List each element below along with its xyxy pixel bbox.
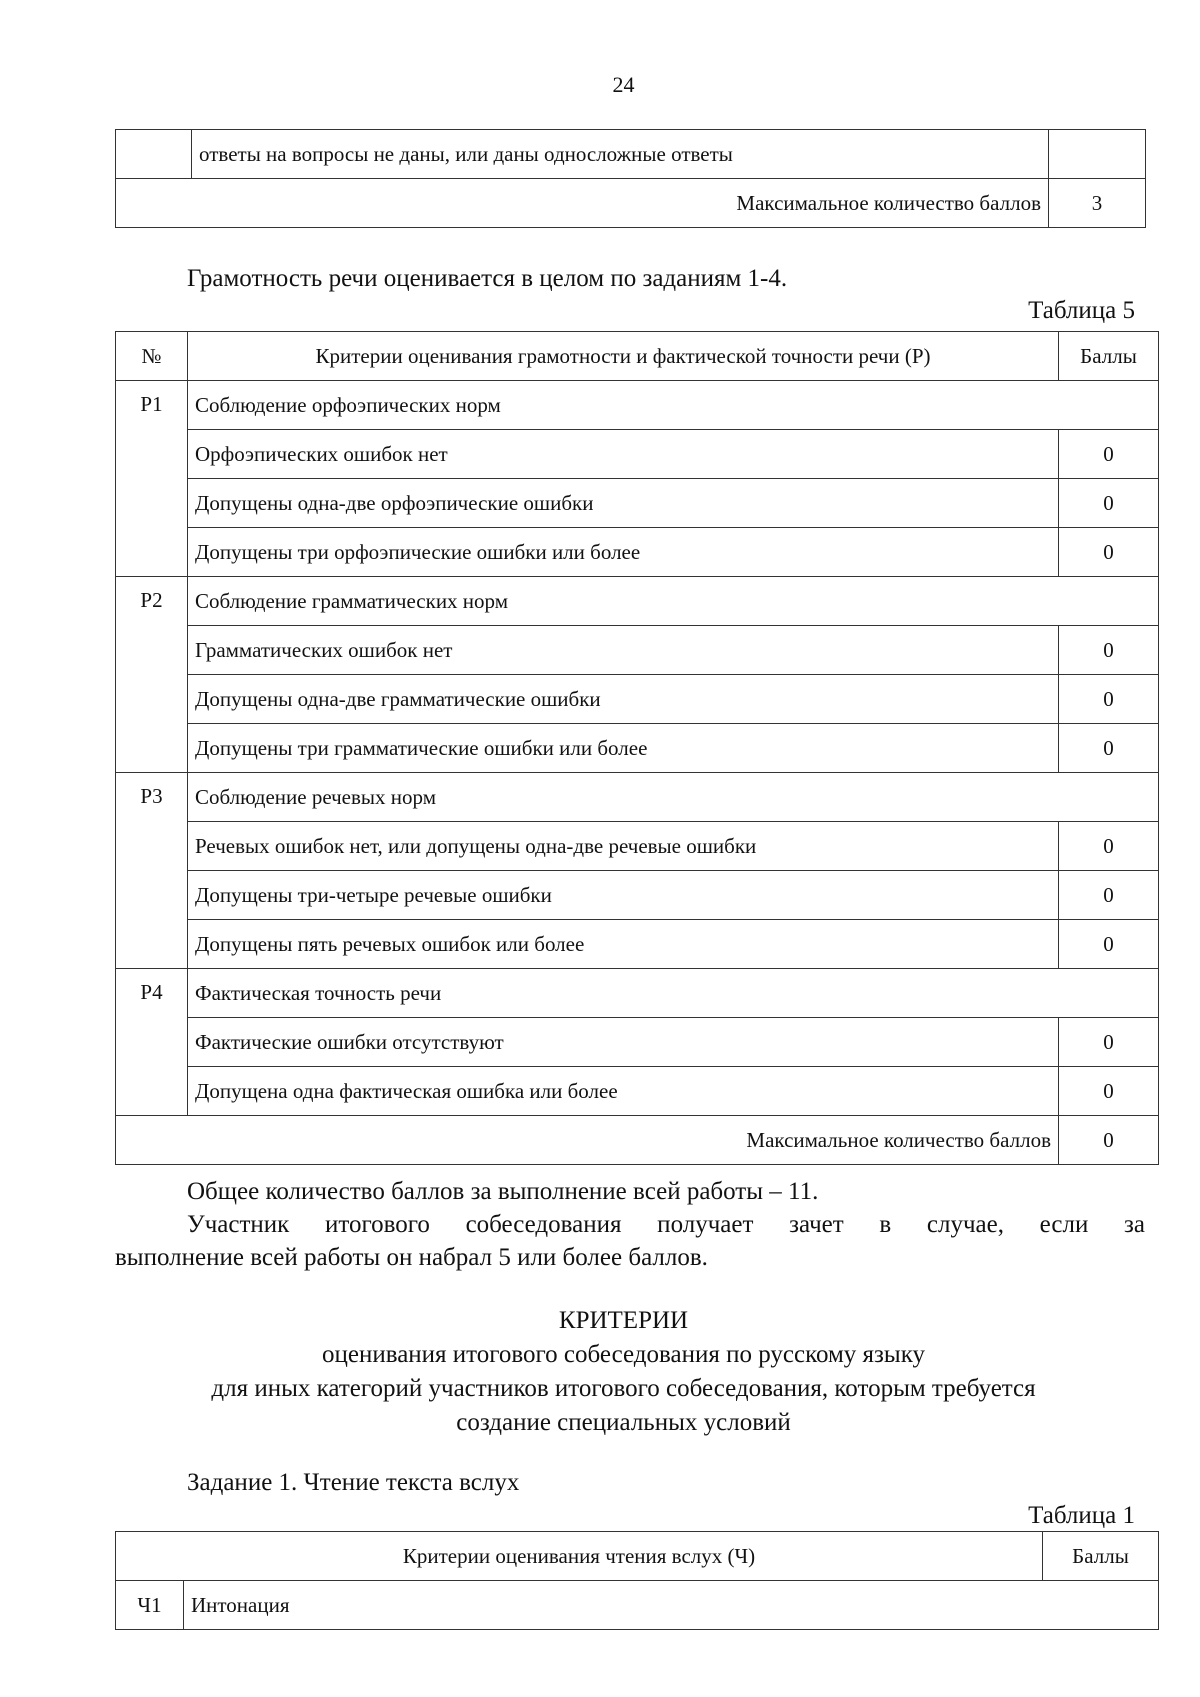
points-value: 0 <box>1059 871 1159 920</box>
task1-title: Задание 1. Чтение текста вслух <box>187 1469 520 1496</box>
max-label: Максимальное количество баллов <box>116 179 1049 228</box>
page-number: 24 <box>612 72 635 97</box>
continuation-table <box>115 129 1146 228</box>
intro-paragraph: Грамотность речи оценивается в целом по заданиям 1-4. <box>187 265 788 292</box>
total-paragraph: Общее количество баллов за выполнение всей работы – 11. <box>187 1178 819 1205</box>
table-header-row <box>116 332 1159 381</box>
criterion-code: Ч1 <box>116 1581 184 1630</box>
table-row <box>116 724 1159 773</box>
header-points: Баллы <box>1059 332 1159 381</box>
table-row <box>116 528 1159 577</box>
criterion-title: Соблюдение орфоэпических норм <box>188 381 1159 430</box>
criterion-title: Соблюдение грамматических норм <box>188 577 1159 626</box>
points-value: 0 <box>1059 626 1159 675</box>
points-value: 0 <box>1059 724 1159 773</box>
group-row <box>116 773 1159 822</box>
table1 <box>115 1531 1159 1630</box>
criterion-text: Речевых ошибок нет, или допущены одна-две речевые ошибки <box>188 822 1059 871</box>
max-value: 3 <box>1049 179 1146 228</box>
pass-paragraph-line2: выполнение всей работы он набрал 5 или более баллов. <box>115 1244 708 1271</box>
criterion-text: Фактические ошибки отсутствуют <box>188 1018 1059 1067</box>
max-row <box>116 1116 1159 1165</box>
table5-caption: Таблица 5 <box>1028 297 1135 324</box>
criterion-title: Фактическая точность речи <box>188 969 1159 1018</box>
criterion-text: Допущены три-четыре речевые ошибки <box>188 871 1059 920</box>
section-heading <box>0 1304 1200 1440</box>
table-row <box>116 1581 1159 1630</box>
table-row <box>116 1067 1159 1116</box>
points-value: 0 <box>1059 822 1159 871</box>
header-criteria: Критерии оценивания грамотности и фактической точности речи (Р) <box>188 332 1059 381</box>
criterion-text: Интонация <box>184 1581 1159 1630</box>
table-header-row <box>116 1532 1159 1581</box>
points-cell <box>1049 130 1146 179</box>
points-value: 0 <box>1059 430 1159 479</box>
header-points: Баллы <box>1043 1532 1159 1581</box>
table-row <box>116 430 1159 479</box>
table-row <box>116 675 1159 724</box>
criterion-code: Р1 <box>116 381 188 577</box>
table-row <box>116 479 1159 528</box>
points-value: 0 <box>1059 479 1159 528</box>
heading-line4: создание специальных условий <box>456 1409 791 1436</box>
criterion-code: Р4 <box>116 969 188 1116</box>
criterion-code: Р3 <box>116 773 188 969</box>
max-value: 0 <box>1059 1116 1159 1165</box>
criterion-text: Допущены пять речевых ошибок или более <box>188 920 1059 969</box>
max-label: Максимальное количество баллов <box>116 1116 1059 1165</box>
group-row <box>116 969 1159 1018</box>
table-row <box>116 626 1159 675</box>
points-value: 0 <box>1059 675 1159 724</box>
points-value: 0 <box>1059 1018 1159 1067</box>
criterion-text: Допущены одна-две орфоэпические ошибки <box>188 479 1059 528</box>
group-row <box>116 381 1159 430</box>
group-row <box>116 577 1159 626</box>
empty-cell <box>116 130 192 179</box>
points-value: 0 <box>1059 1067 1159 1116</box>
criterion-text: Допущена одна фактическая ошибка или более <box>188 1067 1059 1116</box>
criterion-text: Допущены три грамматические ошибки или более <box>188 724 1059 773</box>
table-row <box>116 822 1159 871</box>
criterion-text: Допущены три орфоэпические ошибки или более <box>188 528 1059 577</box>
criterion-text: Допущены одна-две грамматические ошибки <box>188 675 1059 724</box>
table-row <box>116 1018 1159 1067</box>
heading-line2: оценивания итогового собеседования по русскому языку <box>321 1341 926 1368</box>
header-num: № <box>116 332 188 381</box>
criterion-text: Орфоэпических ошибок нет <box>188 430 1059 479</box>
points-value: 0 <box>1059 528 1159 577</box>
header-criteria: Критерии оценивания чтения вслух (Ч) <box>116 1532 1043 1581</box>
heading-line3: для иных категорий участников итогового собеседования, которым требуется <box>211 1375 1036 1402</box>
heading-title: КРИТЕРИИ <box>558 1307 689 1334</box>
table-row <box>116 871 1159 920</box>
criterion-title: Соблюдение речевых норм <box>188 773 1159 822</box>
table5 <box>115 331 1159 1165</box>
points-value: 0 <box>1059 920 1159 969</box>
pass-paragraph-line1: Участник итогового собеседования получает зачет в случае, если за <box>187 1211 1145 1238</box>
criterion-text: ответы на вопросы не даны, или даны односложные ответы <box>192 130 1049 179</box>
max-row <box>116 179 1146 228</box>
table-row <box>116 130 1146 179</box>
criterion-text: Грамматических ошибок нет <box>188 626 1059 675</box>
table-row <box>116 920 1159 969</box>
criterion-code: Р2 <box>116 577 188 773</box>
table1-caption: Таблица 1 <box>1028 1502 1135 1529</box>
